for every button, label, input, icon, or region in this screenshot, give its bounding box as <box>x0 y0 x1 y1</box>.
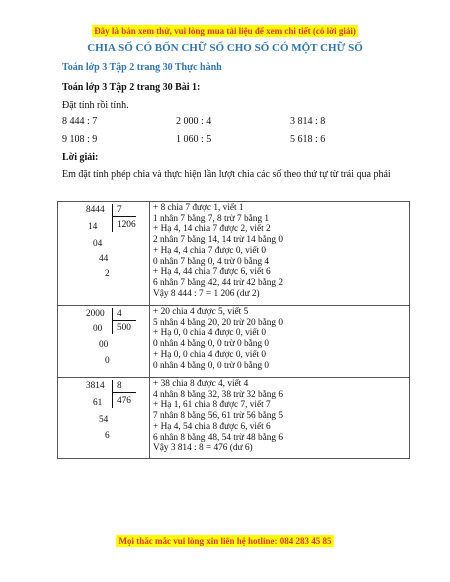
explanation-cell <box>150 378 410 459</box>
remainder: 6 <box>105 431 110 441</box>
quotient: 476 <box>117 396 131 406</box>
step-text: 6 nhân 7 bằng 42, 44 trừ 42 bằng 2 <box>153 277 284 288</box>
explanation-cell <box>150 202 410 306</box>
remainder: 2 <box>105 269 110 279</box>
table-row <box>58 202 410 306</box>
remainder: 54 <box>99 415 109 425</box>
long-division-cell <box>58 378 150 459</box>
step-text: 1 nhân 7 bằng 7, 8 trừ 7 bằng 1 <box>153 213 270 224</box>
step-text: + Hạ 1, 61 chia 8 được 7, viết 7 <box>153 400 271 411</box>
table-row <box>58 306 410 378</box>
explanation-cell <box>150 306 410 378</box>
divisor: 8 <box>117 381 122 391</box>
preview-notice-text: Đây là bản xem thử, vui lòng mua tài liệu để xem chi tiết (có lời giải) <box>94 26 356 36</box>
step-text: + Hạ 0, 0 chia 4 được 0, viết 0 <box>153 328 267 339</box>
step-text: + 20 chia 4 được 5, viết 5 <box>153 307 249 317</box>
step-text: 0 nhân 4 bằng 0, 0 trừ 0 bằng 0 <box>153 339 270 350</box>
section-heading: Toán lớp 3 Tập 2 trang 30 Thực hành <box>62 62 222 73</box>
problem: 2 000 : 4 <box>176 116 212 127</box>
step-text: + 38 chia 8 được 4, viết 4 <box>153 379 249 389</box>
problem: 1 060 : 5 <box>176 134 212 145</box>
step-text: 6 nhân 8 bằng 48, 54 trừ 48 bằng 6 <box>153 432 284 443</box>
divisor: 4 <box>117 309 122 319</box>
step-text: + Hạ 0, 0 chia 4 được 0, viết 0 <box>153 349 267 360</box>
problem: 3 814 : 8 <box>290 116 326 127</box>
remainder: 0 <box>105 356 110 366</box>
long-division-cell <box>58 202 150 306</box>
step-text: 2 nhân 7 bằng 14, 14 trừ 14 bằng 0 <box>153 235 284 246</box>
quotient-bar <box>112 320 136 321</box>
quotient-bar <box>112 216 136 217</box>
long-division <box>58 306 149 377</box>
problem: 5 618 : 6 <box>290 134 326 145</box>
problem: 9 108 : 9 <box>62 134 98 145</box>
page-title: CHIA SỐ CÓ BỐN CHỮ SỐ CHO SỐ CÓ MỘT CHỮ SỐ <box>87 42 363 54</box>
instruction: Đặt tính rồi tính. <box>62 100 129 111</box>
step-text: + Hạ 4, 54 chia 8 được 6, viết 6 <box>153 421 271 432</box>
remainder: 14 <box>88 222 98 232</box>
remainder: 00 <box>99 340 109 350</box>
step-text: 0 nhân 4 bằng 0, 0 trừ 0 bằng 0 <box>153 360 270 371</box>
division-bar <box>112 204 113 232</box>
division-bar <box>112 380 113 408</box>
hotline-notice-text: Mọi thắc mắc vui lòng xin liên hệ hotline: 084 283 45 85 <box>118 536 332 546</box>
step-text: 5 nhân 4 bằng 20, 20 trừ 20 bằng 0 <box>153 317 284 328</box>
hotline-notice <box>0 536 450 546</box>
remainder: 04 <box>93 239 103 249</box>
quotient: 500 <box>117 323 131 333</box>
step-text: 0 nhân 7 bằng 0, 4 trừ 0 bằng 4 <box>153 256 270 267</box>
remainder: 00 <box>93 324 103 334</box>
table-row <box>58 378 410 459</box>
step-text: Vậy 3 814 : 8 = 476 (dư 6) <box>153 443 253 454</box>
division-bar <box>112 308 113 334</box>
dividend: 3814 <box>86 381 105 391</box>
divisor: 7 <box>117 205 122 215</box>
step-text: Vậy 8 444 : 7 = 1 206 (dư 2) <box>153 288 260 299</box>
dividend: 8444 <box>86 205 105 215</box>
remainder: 61 <box>93 398 103 408</box>
exercise-heading: Toán lớp 3 Tập 2 trang 30 Bài 1: <box>62 82 201 93</box>
problem: 8 444 : 7 <box>62 116 98 127</box>
step-text: 4 nhân 8 bằng 32, 38 trừ 32 bằng 6 <box>153 389 284 400</box>
dividend: 2000 <box>86 309 105 319</box>
solution-label: Lời giải: <box>62 152 99 163</box>
solution-intro: Em đặt tính phép chia và thực hiện lần lượt chia các số theo thứ tự từ trái qua phải <box>62 169 391 180</box>
step-text: + 8 chia 7 được 1, viết 1 <box>153 203 244 213</box>
remainder: 44 <box>99 254 109 264</box>
long-division <box>58 202 149 305</box>
step-text: + Hạ 4, 14 chia 7 được 2, viết 2 <box>153 224 271 235</box>
preview-notice <box>0 26 450 36</box>
long-division <box>58 378 149 458</box>
step-text: + Hạ 4, 44 chia 7 được 6, viết 6 <box>153 267 271 278</box>
step-text: 7 nhân 8 bằng 56, 61 trừ 56 bằng 5 <box>153 411 284 422</box>
quotient: 1206 <box>117 220 136 230</box>
quotient-bar <box>112 392 136 393</box>
solution-table <box>57 201 410 459</box>
step-text: + Hạ 4, 4 chia 7 được 0, viết 0 <box>153 245 267 256</box>
long-division-cell <box>58 306 150 378</box>
